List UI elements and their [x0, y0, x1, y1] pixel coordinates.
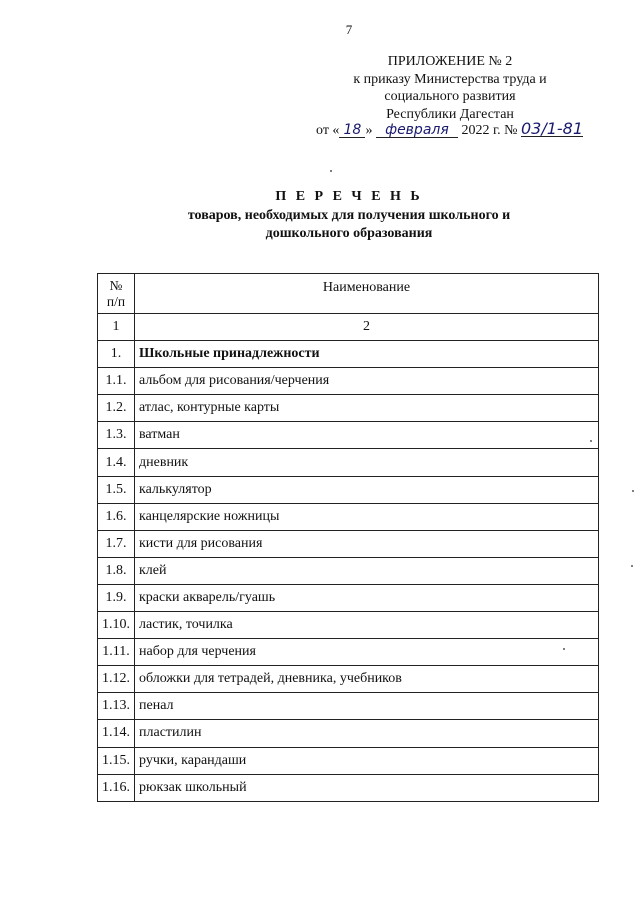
row-name-cell: ватман	[135, 422, 599, 449]
table-header-row	[98, 274, 599, 314]
row-number-cell: 1.3.	[98, 422, 135, 449]
row-name-cell: клей	[135, 557, 599, 584]
row-number-cell: 1.8.	[98, 557, 135, 584]
header-num-cell	[98, 274, 135, 314]
table-row	[98, 530, 599, 557]
table-row	[98, 584, 599, 611]
column-number-row	[98, 314, 599, 341]
table-row	[98, 693, 599, 720]
scan-speck	[563, 648, 565, 650]
scan-speck	[632, 490, 634, 492]
scan-speck	[330, 170, 332, 172]
row-name-cell: калькулятор	[135, 476, 599, 503]
table-row	[98, 368, 599, 395]
appendix-line-1: к приказу Министерства труда и	[353, 71, 547, 87]
title-line-1: товаров, необходимых для получения школьного и	[187, 208, 511, 223]
table-row	[98, 612, 599, 639]
row-name-cell: альбом для рисования/черчения	[135, 368, 599, 395]
table-row	[98, 449, 599, 476]
row-name-cell: дневник	[135, 449, 599, 476]
row-name-cell: Школьные принадлежности	[135, 341, 599, 368]
scan-speck	[631, 565, 633, 567]
row-number-cell: 1.7.	[98, 530, 135, 557]
row-name-cell: обложки для тетрадей, дневника, учебников	[135, 666, 599, 693]
order-prefix: от «	[316, 123, 340, 138]
row-name-cell: набор для черчения	[135, 639, 599, 666]
column-number-2: 2	[135, 314, 599, 341]
row-number-cell: 1.16.	[98, 774, 135, 801]
row-name-cell: ручки, карандаши	[135, 747, 599, 774]
row-number-cell: 1.9.	[98, 584, 135, 611]
table-row	[98, 476, 599, 503]
row-number-cell: 1.5.	[98, 476, 135, 503]
table-row	[98, 639, 599, 666]
table-row	[98, 422, 599, 449]
column-number-1: 1	[98, 314, 135, 341]
row-number-cell: 1.10.	[98, 612, 135, 639]
order-month-handwritten: февраля	[376, 123, 458, 138]
table-row	[98, 720, 599, 747]
items-table	[97, 273, 599, 802]
document-title	[0, 187, 640, 243]
row-name-cell: ластик, точилка	[135, 612, 599, 639]
row-number-cell: 1.12.	[98, 666, 135, 693]
row-name-cell: рюкзак школьный	[135, 774, 599, 801]
row-number-cell: 1.13.	[98, 693, 135, 720]
row-number-cell: 1.6.	[98, 503, 135, 530]
table-row	[98, 341, 599, 368]
row-name-cell: атлас, контурные карты	[135, 395, 599, 422]
page-number: 7	[345, 22, 353, 37]
row-number-cell: 1.15.	[98, 747, 135, 774]
table-row	[98, 747, 599, 774]
row-name-cell: кисти для рисования	[135, 530, 599, 557]
row-number-cell: 1.1.	[98, 368, 135, 395]
table-row	[98, 503, 599, 530]
header-num-line-2: п/п	[106, 293, 126, 309]
row-number-cell: 1.	[98, 341, 135, 368]
appendix-line-2: социального развития	[384, 89, 516, 104]
header-num-line-1: №	[109, 277, 123, 293]
row-number-cell: 1.14.	[98, 720, 135, 747]
order-year: 2022 г. №	[461, 123, 518, 138]
appendix-line-3: Республики Дагестан	[386, 106, 514, 122]
appendix-header	[300, 53, 600, 123]
table-row	[98, 557, 599, 584]
row-number-cell: 1.2.	[98, 395, 135, 422]
row-name-cell: канцелярские ножницы	[135, 503, 599, 530]
row-name-cell: краски акварель/гуашь	[135, 584, 599, 611]
title-main: П Е Р Е Ч Е Н Ь	[275, 189, 423, 204]
table-row	[98, 774, 599, 801]
header-name-cell: Наименование	[135, 274, 599, 314]
table-row	[98, 666, 599, 693]
order-date-line	[316, 119, 584, 139]
scan-speck	[590, 440, 592, 442]
row-name-cell: пластилин	[135, 720, 599, 747]
order-number-handwritten: 03/1-81	[520, 119, 584, 138]
order-mid: »	[365, 123, 373, 138]
row-number-cell: 1.11.	[98, 639, 135, 666]
order-day-handwritten: 18	[339, 123, 365, 138]
row-name-cell: пенал	[135, 693, 599, 720]
appendix-title: ПРИЛОЖЕНИЕ № 2	[387, 54, 513, 69]
title-line-2: дошкольного образования	[265, 226, 433, 241]
row-number-cell: 1.4.	[98, 449, 135, 476]
table-row	[98, 395, 599, 422]
